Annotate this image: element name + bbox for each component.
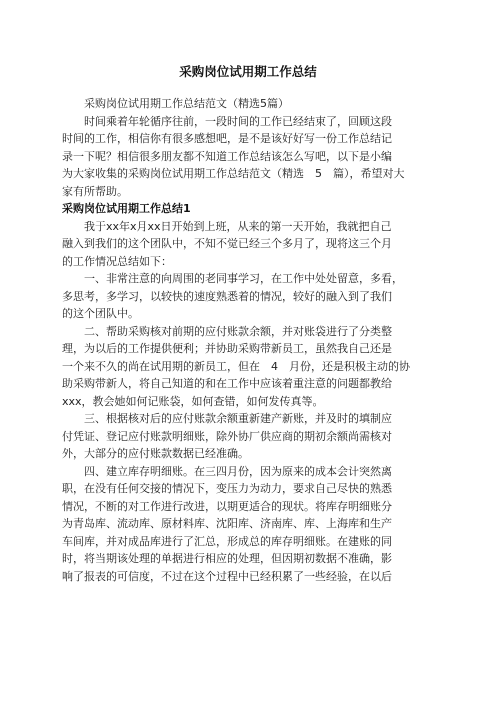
paragraph-line: 四、建立库存明细账。在三四月份，因为原来的成本会计突然离 <box>62 464 392 478</box>
paragraph-line: 一、非常注意的向周围的老同事学习，在工作中处处留意，多看， <box>62 272 403 285</box>
paragraph-line: 车间库，并对成品库进行了汇总，形成总的库存明细账。在建账的同 <box>62 534 392 548</box>
document-title: 采购岗位试用期工作总结 <box>179 64 317 79</box>
paragraph-line: 三、根据核对后的应付账款余额重新建产新账，并及时的填制应 <box>62 412 392 425</box>
paragraph-line: 多思考，多学习，以较快的速度熟悉着的情况，较好的融入到了我们 <box>62 289 392 303</box>
paragraph-line: 付凭证、登记应付账款明细账，除外协厂供应商的期初余额尚需核对 <box>62 429 392 443</box>
paragraph-line: 情况，不断的对工作进行改进，以期更适合的现状。将库存明细账分 <box>62 499 392 513</box>
paragraph-line: 为青岛库、流动库、原材料库、沈阳库、济南库、库、上海库和生产 <box>62 517 392 530</box>
paragraph-line: 融入到我们的这个团队中，不知不觉已经三个多月了，现将这三个月 <box>62 237 392 250</box>
paragraph-line: 一个来不久的尚在试用期的新员工，但在 4 月份，还是积极主动的协 <box>62 359 410 373</box>
paragraph-line: 的这个团队中。 <box>62 307 139 320</box>
paragraph-line: 为大家收集的采购岗位试用期工作总结范文（精选 5 篇），希望对大 <box>62 167 405 180</box>
paragraph-line: 二、帮助采购核对前期的应付账款余额，并对账袋进行了分类整 <box>62 324 392 338</box>
paragraph-line: 理，为以后的工作提供便利；并协助采购带新员工，虽然我自己还是 <box>62 342 392 355</box>
paragraph-line: 录一下呢？相信很多朋友都不知道工作总结该怎么写吧，以下是小编 <box>62 149 392 163</box>
paragraph-line: 时间的工作，相信你有很多感想吧，是不是该好好写一份工作总结记 <box>62 132 392 145</box>
paragraph-line: 采购岗位试用期工作总结范文（精选5篇） <box>62 97 289 110</box>
paragraph-line: 时，将当期该处理的单据进行相应的处理，但因期初数据不准确，影 <box>62 552 392 565</box>
document-body <box>62 95 434 585</box>
paragraph-line: xxx，教会她如何记账袋，如何查错，如何发传真等。 <box>62 394 324 408</box>
paragraph-line: 助采购带新人，将自己知道的和在工作中应该着重注意的问题都教给 <box>62 377 392 390</box>
paragraph-line: 家有所帮助。 <box>62 184 128 198</box>
paragraph-line: 的工作情况总结如下： <box>62 254 172 268</box>
paragraph-line: 我于xx年x月xx日开始到上班，从来的第一天开始，我就把自己 <box>62 219 392 233</box>
paragraph-line: 时间乘着年轮循序往前，一段时间的工作已经结束了，回顾这段 <box>62 114 392 128</box>
paragraph-line: 响了报表的可信度，不过在这个过程中已经积累了一些经验，在以后 <box>62 569 392 583</box>
paragraph-line: 外，大部分的应付账款数据已经准确。 <box>62 447 249 460</box>
section-heading: 采购岗位试用期工作总结1 <box>62 202 191 215</box>
paragraph-line: 职，在没有任何交接的情况下，变压力为动力，要求自己尽快的熟悉 <box>62 482 392 495</box>
